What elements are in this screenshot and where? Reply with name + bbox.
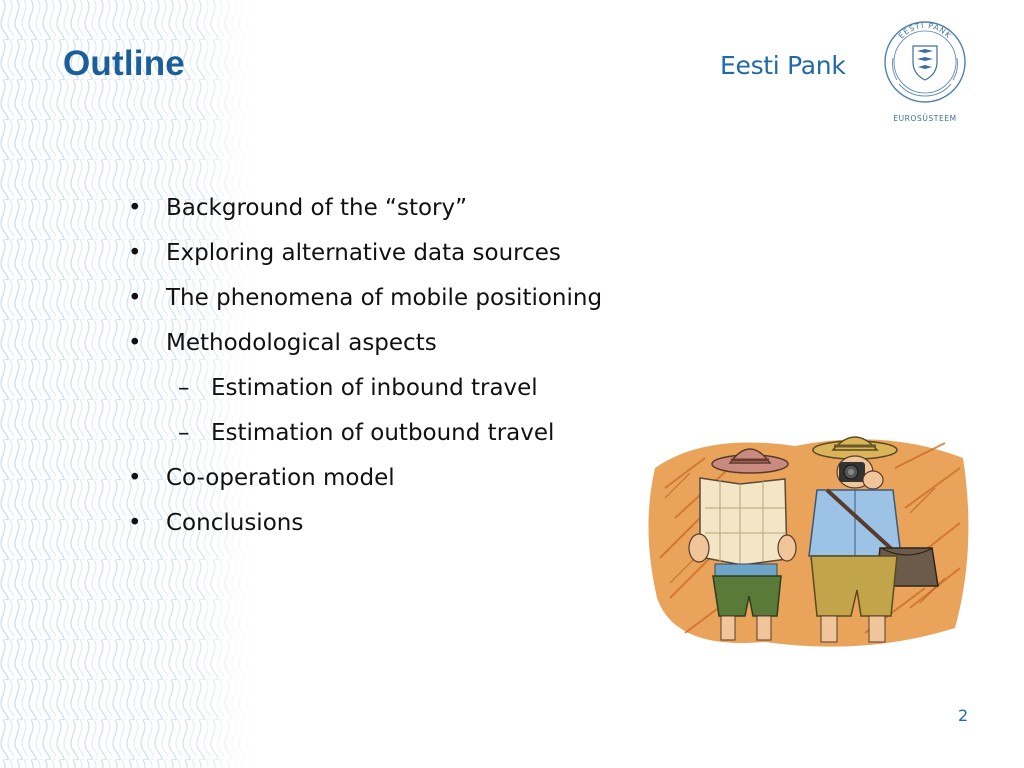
sub-list-item-text: Estimation of outbound travel <box>211 420 555 446</box>
list-item-text: Exploring alternative data sources <box>166 240 561 266</box>
bullet-marker: • <box>128 195 142 221</box>
bullet-marker: • <box>128 285 142 311</box>
page-title: Outline <box>63 44 185 83</box>
list-item-text: Methodological aspects <box>166 330 437 356</box>
sub-list-item-text: Estimation of inbound travel <box>211 375 538 401</box>
bullet-marker: • <box>128 240 142 266</box>
list-item-text: The phenomena of mobile positioning <box>166 285 603 311</box>
tourists-illustration <box>645 428 975 653</box>
seal-text: EESTI PANK <box>896 20 954 41</box>
bullet-marker: • <box>128 330 142 356</box>
bullet-marker: • <box>128 510 142 536</box>
bullet-marker: • <box>128 465 142 491</box>
list-item-text: Co-operation model <box>166 465 395 491</box>
dash-marker: – <box>178 420 190 446</box>
list-item-text: Conclusions <box>166 510 304 536</box>
eesti-pank-seal-icon <box>877 18 973 126</box>
seal-subtitle: EUROSÜSTEEM <box>893 114 957 123</box>
brand-name: Eesti Pank <box>720 51 846 80</box>
list-item-text: Background of the “story” <box>166 195 468 221</box>
page-number: 2 <box>958 706 969 725</box>
dash-marker: – <box>178 375 190 401</box>
